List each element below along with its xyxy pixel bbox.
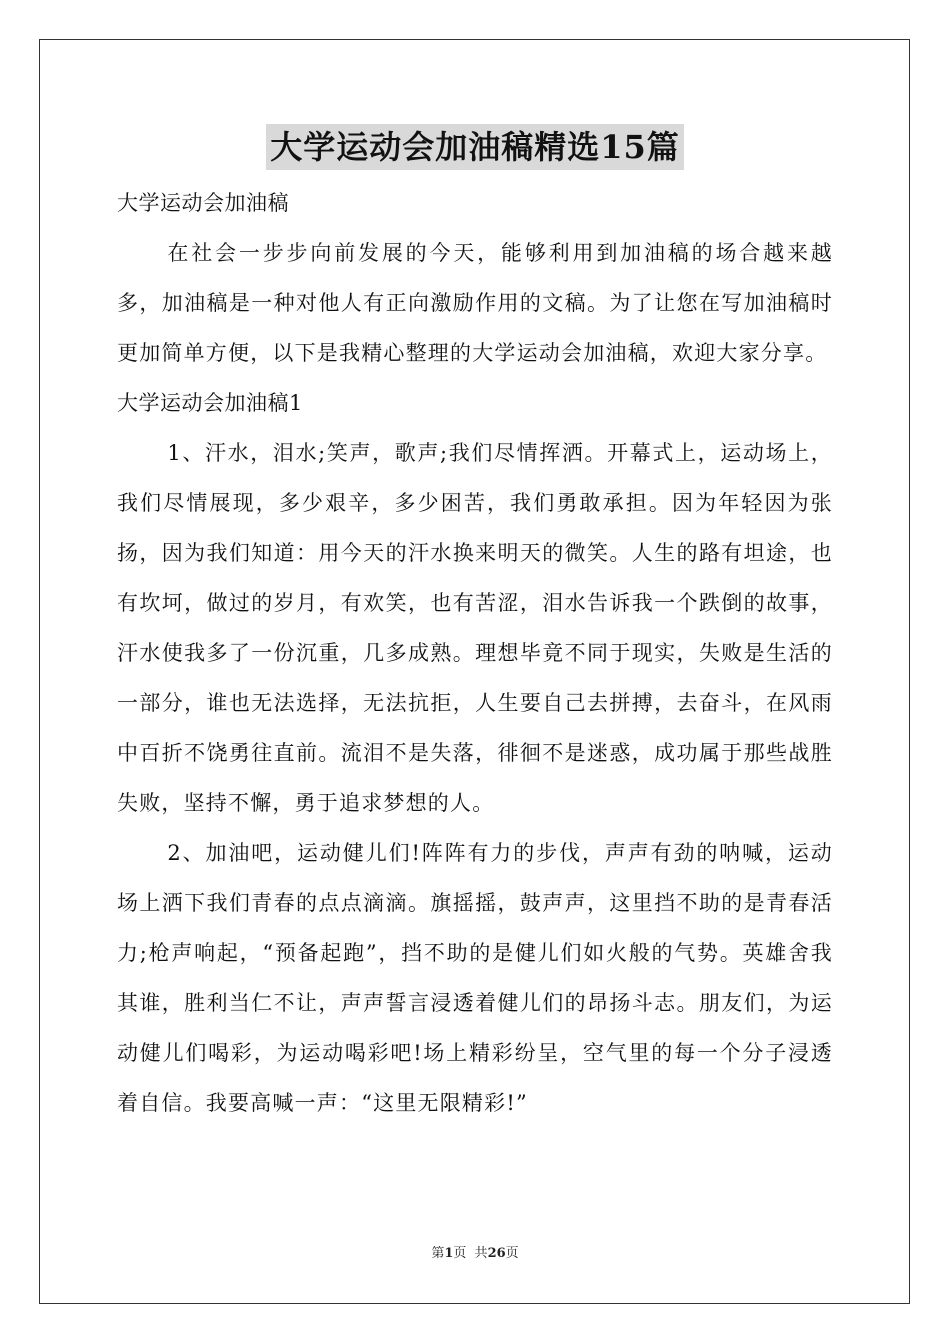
footer-page-suffix: 页 [453, 1246, 467, 1261]
page-footer [0, 1242, 950, 1261]
total-page-count: 26 [487, 1246, 506, 1261]
footer-total-suffix: 页 [505, 1246, 519, 1261]
current-page-number: 1 [444, 1246, 454, 1261]
document-body [117, 178, 833, 1128]
paragraph-item-2: 2、加油吧，运动健儿们!阵阵有力的步伐，声声有劲的呐喊，运动场上洒下我们青春的点点滴滴。旗摇摇，鼓声声，这里挡不助的是青春活力;枪声响起，“预备起跑”，挡不助的是健儿们如火般的气势。英雄舍我其谁，胜利当仁不让，声声誓言浸透着健儿们的昂扬斗志。朋友们，为运动健儿们喝彩，为运动喝彩吧!场上精彩纷呈，空气里的每一个分子浸透着自信。我要高喊一声：“这里无限精彩!” [117, 841, 833, 1115]
section-heading-1: 大学运动会加油稿1 [117, 391, 303, 415]
title-area [0, 124, 950, 170]
footer-total-prefix: 共 [474, 1246, 488, 1261]
footer-prefix: 第 [431, 1246, 445, 1261]
document-title: 大学运动会加油稿精选15篇 [266, 124, 684, 170]
paragraph-intro: 在社会一步步向前发展的今天，能够利用到加油稿的场合越来越多，加油稿是一种对他人有正向激励作用的文稿。为了让您在写加油稿时更加简单方便，以下是我精心整理的大学运动会加油稿，欢迎大家分享。 [117, 241, 833, 365]
section-heading: 大学运动会加油稿 [117, 191, 289, 215]
paragraph-item-1: 1、汗水，泪水;笑声，歌声;我们尽情挥洒。开幕式上，运动场上，我们尽情展现，多少艰辛，多少困苦，我们勇敢承担。因为年轻因为张扬，因为我们知道：用今天的汗水换来明天的微笑。人生的路有坦途，也有坎坷，做过的岁月，有欢笑，也有苦涩，泪水告诉我一个跌倒的故事，汗水使我多了一份沉重，几多成熟。理想毕竟不同于现实，失败是生活的一部分，谁也无法选择，无法抗拒，人生要自己去拼搏，去奋斗，在风雨中百折不饶勇往直前。流泪不是失落，徘徊不是迷惑，成功属于那些战胜失败，坚持不懈，勇于追求梦想的人。 [117, 441, 833, 815]
